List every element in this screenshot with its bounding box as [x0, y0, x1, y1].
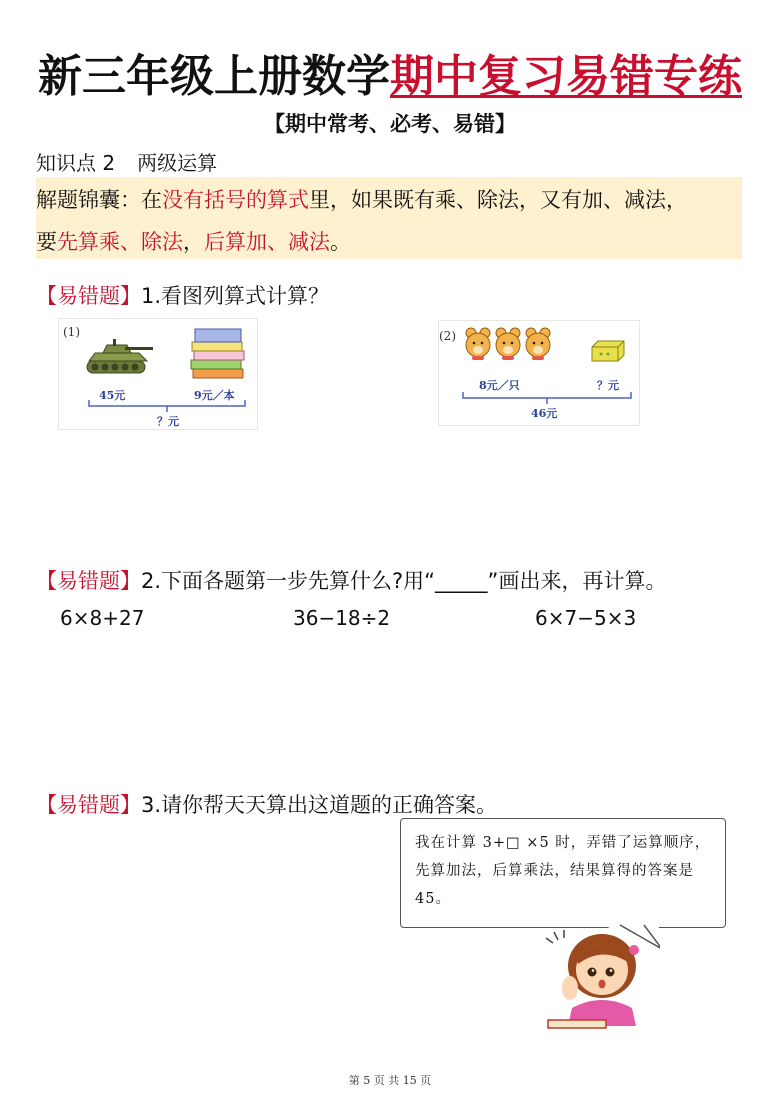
question-1-heading [36, 280, 329, 310]
knowledge-point [36, 147, 217, 176]
price-label: 9元／本 [194, 389, 235, 402]
page-subtitle: 【期中常考、必考、易错】 [264, 111, 516, 136]
total-brace-icon [87, 399, 247, 413]
total-brace-icon [461, 391, 633, 405]
page-footer: 第 5 页 共 15 页 [348, 1074, 432, 1087]
pencil-case-icon [589, 339, 627, 363]
question-text: 3.请你帮天天算出这道题的正确答案。 [141, 793, 498, 817]
tip-seg-highlight: 没有括号的算式 [162, 188, 309, 212]
tip-seg-highlight: 后算加、减法 [204, 230, 330, 254]
price-label: 8元／只 [479, 379, 520, 392]
tip-seg: 。 [330, 230, 351, 254]
question-3-heading [36, 789, 497, 819]
title-red: 期中复习易错专练 [390, 51, 742, 102]
speech-bubble-text: 我在计算 3+□ ×5 时，弄错了运算顺序，先算加法，后算乘法，结果算得的答案是 45。 [415, 835, 711, 907]
tip-line-1 [36, 184, 687, 214]
tank-icon [81, 331, 157, 377]
tip-seg: 解题锦囊：在 [36, 188, 162, 212]
price-label: ？元 [597, 379, 619, 392]
question-tag: 【易错题】 [36, 793, 141, 817]
question-2-heading [36, 565, 666, 595]
tip-seg-highlight: 先算乘、除法 [57, 230, 183, 254]
page-title [0, 40, 780, 104]
tip-seg: 里，如果既有乘、除法，又有加、减法， [309, 188, 687, 212]
total-label: 46元 [531, 407, 558, 420]
knowledge-point-label: 知识点 2 [36, 151, 116, 175]
tip-line-2 [36, 226, 351, 256]
question-text: 2.下面各题第一步先算什么?用“_____”画出来，再计算。 [141, 569, 667, 593]
tip-seg: 要 [36, 230, 57, 254]
knowledge-point-topic: 两级运算 [137, 151, 218, 175]
expression-1: 6×8+27 [60, 606, 145, 630]
question-text: 1.看图列算式计算？ [141, 284, 330, 308]
question-tag: 【易错题】 [36, 569, 141, 593]
girl-thinking-icon [540, 928, 650, 1032]
expression-2: 36−18÷2 [293, 606, 391, 630]
tip-seg: ， [183, 230, 204, 254]
expression-3: 6×7−5×3 [535, 606, 637, 630]
figure-number: (2) [439, 329, 456, 343]
figure-number: (1) [63, 325, 80, 339]
total-label: ？元 [157, 415, 179, 428]
figure-1 [58, 318, 258, 430]
price-label: 45元 [99, 389, 126, 402]
teddy-bears-icon [463, 327, 553, 367]
speech-bubble [400, 818, 726, 928]
title-black: 新三年级上册数学 [38, 51, 390, 102]
books-icon [187, 325, 249, 381]
question-tag: 【易错题】 [36, 284, 141, 308]
figure-2 [438, 320, 640, 426]
